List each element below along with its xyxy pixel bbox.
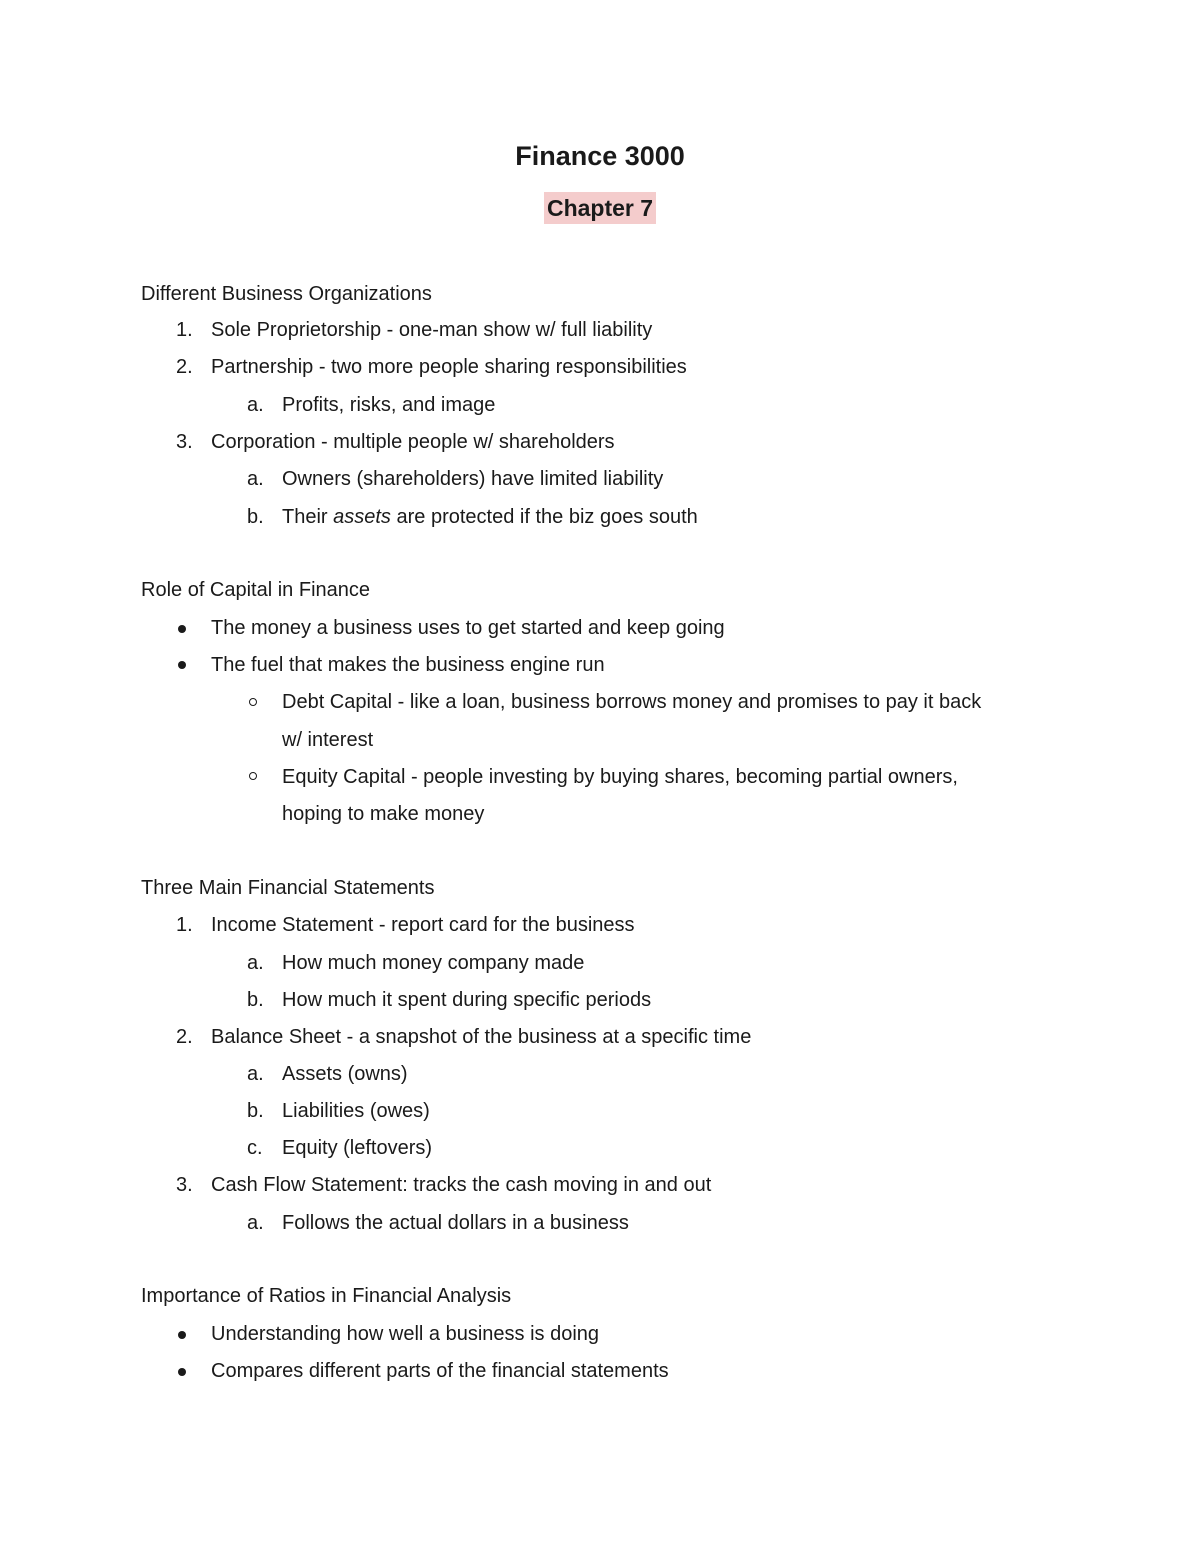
bullet-icon [178,625,186,633]
hollow-bullet-icon [249,772,257,780]
list-number: 2. [176,1026,193,1048]
sub-list-letter: a. [247,1063,264,1085]
sub-list-item: How much money company made [282,952,585,974]
bullet-item: The fuel that makes the business engine run [211,654,605,676]
text-part: are protected if the biz goes south [390,506,698,528]
bullet-item: Understanding how well a business is doing [211,1323,600,1345]
list-number: 2. [176,356,193,378]
sub-list-letter: a. [247,468,264,490]
bullet-item: Compares different parts of the financial statements [211,1360,669,1382]
list-item: Partnership - two more people sharing responsibilities [211,356,687,378]
list-item: Corporation - multiple people w/ shareholders [211,431,615,453]
sub-list-letter: b. [247,1100,264,1122]
bullet-item: The money a business uses to get started and keep going [211,617,725,639]
sub-list-item [282,505,698,529]
list-item: Balance Sheet - a snapshot of the business at a specific time [211,1026,752,1048]
bullet-icon [178,1368,186,1376]
sub-bullet-item-line: Debt Capital - like a loan, business borrows money and promises to pay it back [282,691,982,713]
page-title: Finance 3000 [515,141,685,171]
list-number: 1. [176,914,193,936]
sub-bullet-item-line: hoping to make money [282,803,485,825]
list-item: Sole Proprietorship - one-man show w/ full liability [211,319,653,341]
section-heading-role-of-capital: Role of Capital in Finance [141,579,371,601]
list-number: 1. [176,319,193,341]
sub-list-letter: b. [247,506,264,528]
list-number: 3. [176,431,193,453]
hollow-bullet-icon [249,698,257,706]
sub-list-letter: a. [247,394,264,416]
sub-bullet-item-line: w/ interest [282,729,374,751]
sub-list-item: Profits, risks, and image [282,394,496,416]
list-item: Cash Flow Statement: tracks the cash moving in and out [211,1174,712,1196]
sub-list-item: Assets (owns) [282,1063,408,1085]
sub-list-item: How much it spent during specific periods [282,989,652,1011]
sub-list-item: Equity (leftovers) [282,1137,433,1159]
sub-list-letter: a. [247,1212,264,1234]
sub-list-letter: b. [247,989,264,1011]
sub-bullet-item-line: Equity Capital - people investing by buying shares, becoming partial owners, [282,766,958,788]
sub-list-letter: c. [247,1137,263,1159]
bullet-icon [178,1331,186,1339]
list-item: Income Statement - report card for the business [211,914,635,936]
emphasis-text: assets [333,506,391,528]
list-number: 3. [176,1174,193,1196]
chapter-heading: Chapter 7 [544,192,656,224]
section-heading-business-organizations: Different Business Organizations [141,283,432,305]
sub-list-item: Owners (shareholders) have limited liability [282,468,664,490]
text-part: Their [282,506,334,528]
sub-list-item: Follows the actual dollars in a business [282,1212,629,1234]
sub-list-letter: a. [247,952,264,974]
chapter-heading-wrap [0,192,1200,224]
section-heading-ratios: Importance of Ratios in Financial Analysis [141,1285,512,1307]
sub-list-item: Liabilities (owes) [282,1100,430,1122]
section-heading-financial-statements: Three Main Financial Statements [141,877,435,899]
bullet-icon [178,661,186,669]
